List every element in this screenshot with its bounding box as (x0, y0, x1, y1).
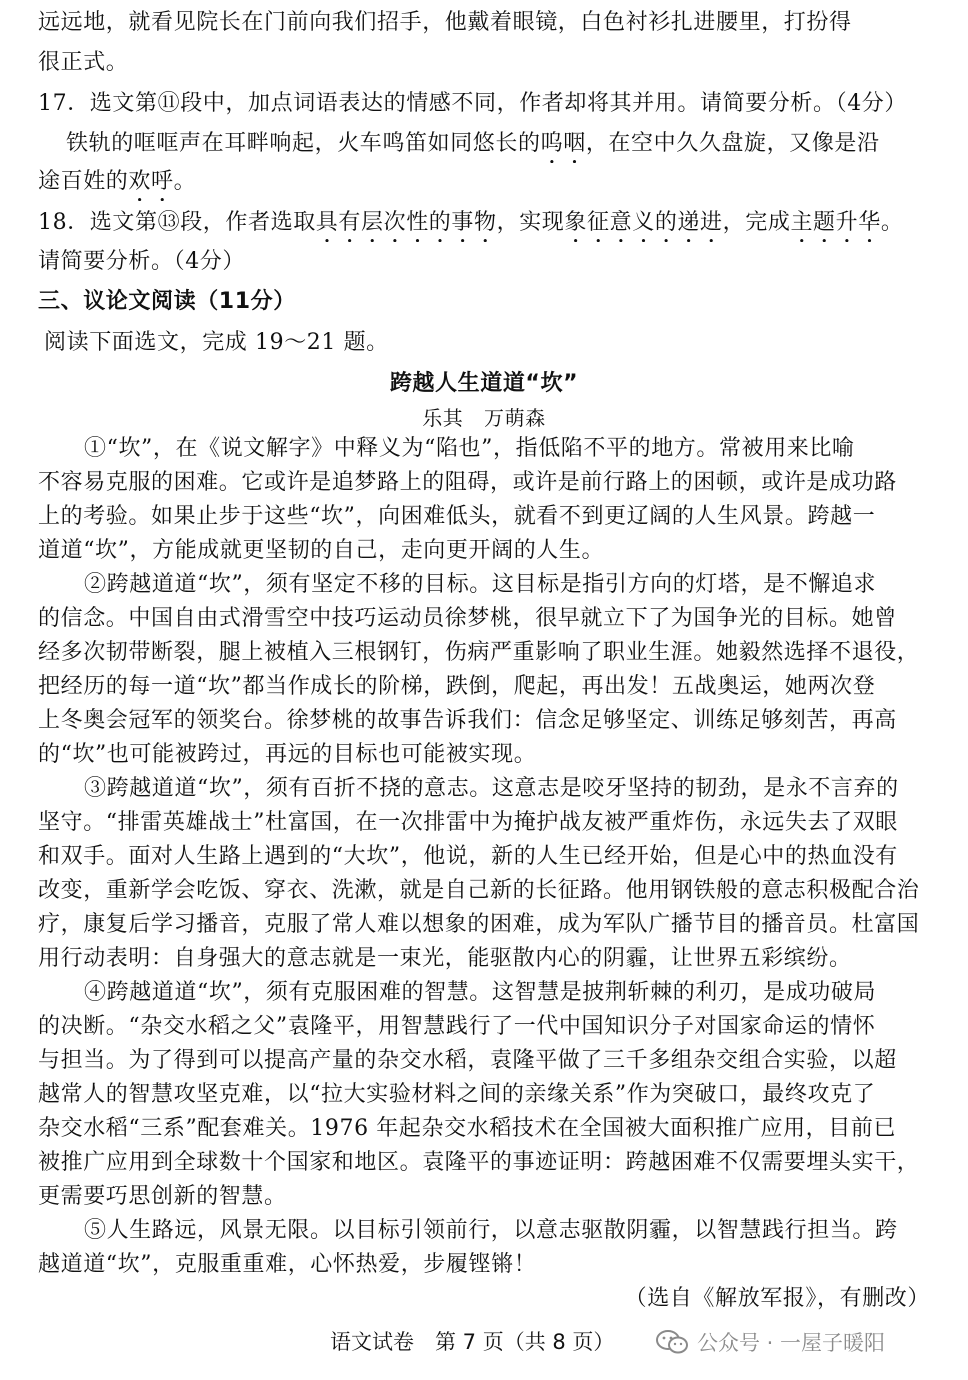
paragraph-line: 上冬奥会冠军的领奖台。徐梦桃的故事告诉我们：信念足够坚定、训练足够刻苦，再高 (38, 708, 897, 733)
question-18 (38, 204, 948, 242)
watermark (655, 1326, 885, 1358)
q18-text: 。 (880, 210, 904, 235)
dotted-word (541, 131, 586, 156)
instruction: 阅读下面选文，完成 19～21 题。 (44, 330, 389, 355)
wechat-icon (655, 1329, 689, 1355)
paragraph-line: 和双手。面对人生路上遇到的“大坎”，他说，新的人生已经开始，但是心中的热血没有 (38, 844, 898, 869)
dotted-phrase (790, 210, 880, 235)
paragraph-line: 的信念。中国自由式滑雪空中技巧运动员徐梦桃，很早就立下了为国争光的目标。她曾 (38, 606, 897, 631)
paragraph-line: 越常人的智慧攻坚克难，以“拉大实验材料之间的亲缘关系”作为突破口，最终攻克了 (38, 1082, 876, 1107)
emphasis-phrase: 主题升华 (790, 210, 881, 235)
question-17: 17．选文第⑪段中，加点词语表达的情感不同，作者却将其并用。请简要分析。（4分） (38, 91, 907, 116)
text-line: 很正式。 (38, 50, 129, 75)
emphasis-word: 欢呼 (128, 169, 174, 194)
quote-text: 途百姓的 (38, 169, 129, 194)
question-18-tail: 请简要分析。（4分） (38, 249, 245, 274)
paragraph-line: 杂交水稻“三系”配套难关。1976 年起杂交水稻技术在全国被大面积推广应用，目前已 (38, 1116, 897, 1141)
paragraph-line: 改变，重新学会吃饭、穿衣、洗漱，就是自己新的长征路。他用钢铁般的意志积极配合治 (38, 878, 920, 903)
paragraph-line: 越道道“坎”，克服重重难，心怀热爱，步履铿锵！ (38, 1252, 537, 1277)
paragraph-line: 用行动表明：自身强大的意志就是一束光，能驱散内心的阴霾，让世界五彩缤纷。 (38, 946, 852, 971)
emphasis-phrase: 象征意义的递进 (564, 210, 723, 235)
paragraph-line: 不容易克服的困难。它或许是追梦路上的阻碍，或许是前行路上的困顿，或许是成功路 (38, 470, 897, 495)
page-footer (0, 1320, 968, 1364)
dotted-word (128, 169, 173, 194)
paragraph-line: ③跨越道道“坎”，须有百折不挠的意志。这意志是咬牙坚持的韧劲，是永不言弃的 (84, 776, 899, 801)
paragraph-line: 更需要巧思创新的智慧。 (38, 1184, 287, 1209)
paragraph-line: ④跨越道道“坎”，须有克服困难的智慧。这智慧是披荆斩棘的利刃，是成功破局 (84, 980, 877, 1005)
emphasis-phrase: 具有层次性的事物 (315, 210, 497, 235)
article-authors: 乐其 万萌森 (422, 406, 546, 430)
article-title: 跨越人生道道“坎” (389, 371, 579, 396)
emphasis-word: 呜咽 (540, 131, 586, 156)
question-17-quote-line (66, 125, 968, 163)
paragraph-line: 经多次韧带断裂，腿上被植入三根钢钉，伤病严重影响了职业生涯。她毅然选择不退役， (38, 640, 920, 665)
text-line: 远远地，就看见院长在门前向我们招手，他戴着眼镜，白色衬衫扎进腰里，打扮得 (38, 10, 852, 35)
page-number: 语文试卷 第 7 页（共 8 页） (330, 1330, 615, 1354)
q18-text: 18．选文第⑬段，作者选取 (38, 210, 316, 235)
paragraph-line: 与担当。为了得到可以提高产量的杂交水稻，袁隆平做了三千多组杂交组合实验，以超 (38, 1048, 897, 1073)
dotted-phrase (316, 210, 497, 235)
q18-text: ，完成 (722, 210, 791, 235)
paragraph-line: ⑤人生路远，风景无限。以目标引领前行，以意志驱散阴霾，以智慧践行担当。跨 (84, 1218, 898, 1243)
quote-text: 。 (173, 169, 197, 194)
paragraph-line: 把经历的每一道“坎”都当作成长的阶梯，跌倒，爬起，再出发！五战奥运，她两次登 (38, 674, 876, 699)
paragraph-line: 坚守。“排雷英雄战士”杜富国，在一次排雷中为掩护战友被严重炸伤，永远失去了双眼 (38, 810, 898, 835)
quote-text: ，在空中久久盘旋，又像是沿 (585, 131, 880, 156)
paragraph-line: ②跨越道道“坎”，须有坚定不移的目标。这目标是指引方向的灯塔，是不懈追求 (84, 572, 877, 597)
paragraph-line: 的“坎”也可能被跨过，再远的目标也可能被实现。 (38, 742, 537, 767)
paragraph-line: 上的考验。如果止步于这些“坎”，向困难低头，就看不到更辽阔的人生风景。跨越一 (38, 504, 876, 529)
paragraph-line: 的决断。“杂交水稻之父”袁隆平，用智慧践行了一代中国知识分子对国家命运的情怀 (38, 1014, 876, 1039)
paragraph-line: 被推广应用到全球数十个国家和地区。袁隆平的事迹证明：跨越困难不仅需要埋头实干， (38, 1150, 920, 1175)
q18-text: ，实现 (496, 210, 565, 235)
paragraph-line: 疗，康复后学习播音，克服了常人难以想象的困难，成为军队广播节目的播音员。杜富国 (38, 912, 920, 937)
question-17-quote-line (38, 163, 948, 201)
paragraph-line: ①“坎”，在《说文解字》中释义为“陷也”，指低陷不平的地方。常被用来比喻 (84, 436, 855, 461)
source-citation: （选自《解放军报》，有删改） (624, 1286, 930, 1311)
paragraph-line: 道道“坎”，方能成就更坚韧的自己，走向更开阔的人生。 (38, 538, 605, 563)
quote-text: 铁轨的哐哐声在耳畔响起，火车鸣笛如同悠长的 (66, 131, 541, 156)
watermark-text: 公众号 · 一屋子暖阳 (697, 1331, 886, 1355)
dotted-phrase (564, 210, 722, 235)
section-heading: 三、议论文阅读（11分） (38, 289, 296, 314)
